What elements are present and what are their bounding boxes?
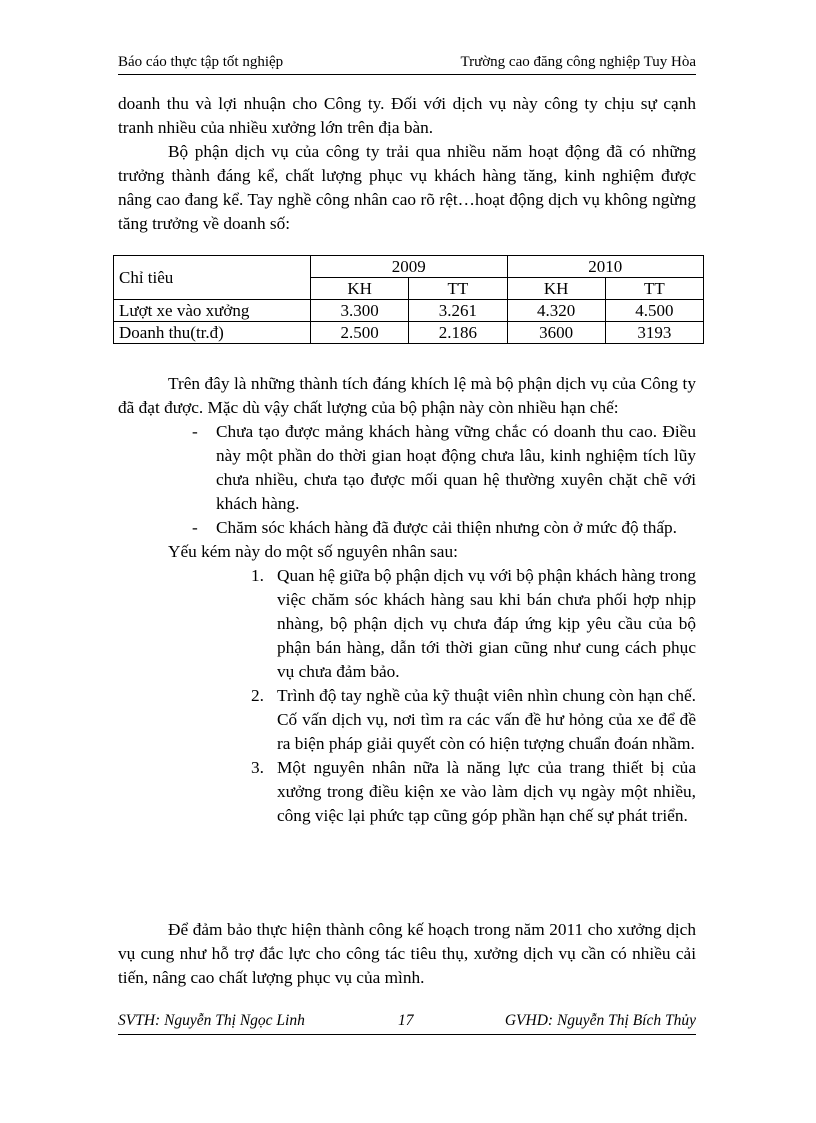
list-number: 1. <box>251 566 264 585</box>
list-item-text: Một nguyên nhân nữa là năng lực của trang thiết bị của xưởng trong điều kiện xe vào làm dịch vụ ngày một nhiều, công việc lại phức tạp cũng góp phần hạn chế sự phát triển. <box>277 758 696 825</box>
footer-advisor: GVHD: Nguyễn Thị Bích Thủy <box>504 1012 696 1029</box>
list-item <box>118 420 696 516</box>
page-footer <box>118 1012 696 1035</box>
table-cell: 2.186 <box>409 322 507 344</box>
table-cell: 3.300 <box>311 300 409 322</box>
list-number: 2. <box>251 686 264 705</box>
table-row <box>114 322 704 344</box>
list-item <box>118 516 696 540</box>
list-item-text: Chưa tạo được mảng khách hàng vững chắc có doanh thu cao. Điều này một phần do thời gian hoạt động chưa lâu, kinh nghiệm tích lũy chưa nhiều, chưa tạo được mối quan hệ thường xuyên chặt chẽ với khách hàng. <box>216 422 696 513</box>
list-item-text: Chăm sóc khách hàng đã được cải thiện nhưng còn ở mức độ thấp. <box>216 518 678 537</box>
closing-section <box>118 918 696 990</box>
closing-paragraph: Để đảm bảo thực hiện thành công kế hoạch trong năm 2011 cho xưởng dịch vụ cung như hỗ trợ đắc lực cho công tác tiêu thụ, xưởng dịch vụ cần có nhiều cải tiến, nâng cao chất lượng phục vụ của mình. <box>118 920 696 987</box>
causes-intro: Yếu kém này do một số nguyên nhân sau: <box>168 542 458 561</box>
year-header-2009: 2009 <box>311 256 508 278</box>
table-cell: 3600 <box>507 322 605 344</box>
table-cell: 4.500 <box>605 300 703 322</box>
intro-paragraph-1: doanh thu và lợi nhuận cho Công ty. Đối với dịch vụ này công ty chịu sự cạnh tranh nhiều của nhiều xưởng lớn trên địa bàn. <box>118 94 696 137</box>
assessment-paragraph: Trên đây là những thành tích đáng khích lệ mà bộ phận dịch vụ của Công ty đã đạt được. Mặc dù vậy chất lượng của bộ phận này còn nhiều hạn chế: <box>118 374 696 417</box>
intro-section <box>118 92 696 236</box>
list-item-text: Trình độ tay nghề của kỹ thuật viên nhìn chung còn hạn chế. Cố vấn dịch vụ, nơi tìm ra các vấn đề hư hỏng của xe để đề ra biện pháp giải quyết còn có hiện tượng chuẩn đoán nhầm. <box>277 686 696 753</box>
table-cell: 2.500 <box>311 322 409 344</box>
footer-student: SVTH: Nguyễn Thị Ngọc Linh <box>118 1012 305 1029</box>
header-report-title: Báo cáo thực tập tốt nghiệp <box>118 54 284 70</box>
table-row <box>114 300 704 322</box>
service-stats-table <box>113 255 704 344</box>
table-cell: 3193 <box>605 322 703 344</box>
subheader-cell: KH <box>311 278 409 300</box>
page-number: 17 <box>398 1012 414 1029</box>
list-item <box>118 564 696 684</box>
list-item <box>118 756 696 828</box>
table-row-header: Chỉ tiêu <box>114 256 311 300</box>
list-item-text: Quan hệ giữa bộ phận dịch vụ với bộ phận khách hàng trong việc chăm sóc khách hàng sau khi bán chưa phối hợp nhịp nhàng, bộ phận dịch vụ chưa đáp ứng kịp yêu cầu của bộ phận bán hàng, dẫn tới thời gian cũng như cung cách phục vụ chưa đảm bảo. <box>277 566 696 681</box>
table-header-row <box>114 256 704 278</box>
intro-paragraph-2: Bộ phận dịch vụ của công ty trải qua nhiều năm hoạt động đã có những trưởng thành đáng kể, chất lượng phục vụ khách hàng tăng, kinh nghiệm được nâng cao đang kể. Tay nghề công nhân cao rõ rệt…hoạt động dịch vụ không ngừng tăng trưởng về doanh số: <box>118 142 696 233</box>
list-number: 3. <box>251 758 264 777</box>
bullet-dash: - <box>192 422 198 441</box>
row-label: Doanh thu(tr.đ) <box>114 322 311 344</box>
year-header-2010: 2010 <box>507 256 704 278</box>
table-cell: 3.261 <box>409 300 507 322</box>
subheader-cell: TT <box>409 278 507 300</box>
limitations-list <box>118 420 696 540</box>
assessment-section <box>118 372 696 828</box>
table-cell: 4.320 <box>507 300 605 322</box>
list-item <box>118 684 696 756</box>
bullet-dash: - <box>192 518 198 537</box>
subheader-cell: TT <box>605 278 703 300</box>
subheader-cell: KH <box>507 278 605 300</box>
page-header <box>118 52 696 75</box>
row-label: Lượt xe vào xưởng <box>114 300 311 322</box>
causes-list <box>118 564 696 828</box>
header-school-name: Trường cao đăng công nghiệp Tuy Hòa <box>460 54 696 70</box>
